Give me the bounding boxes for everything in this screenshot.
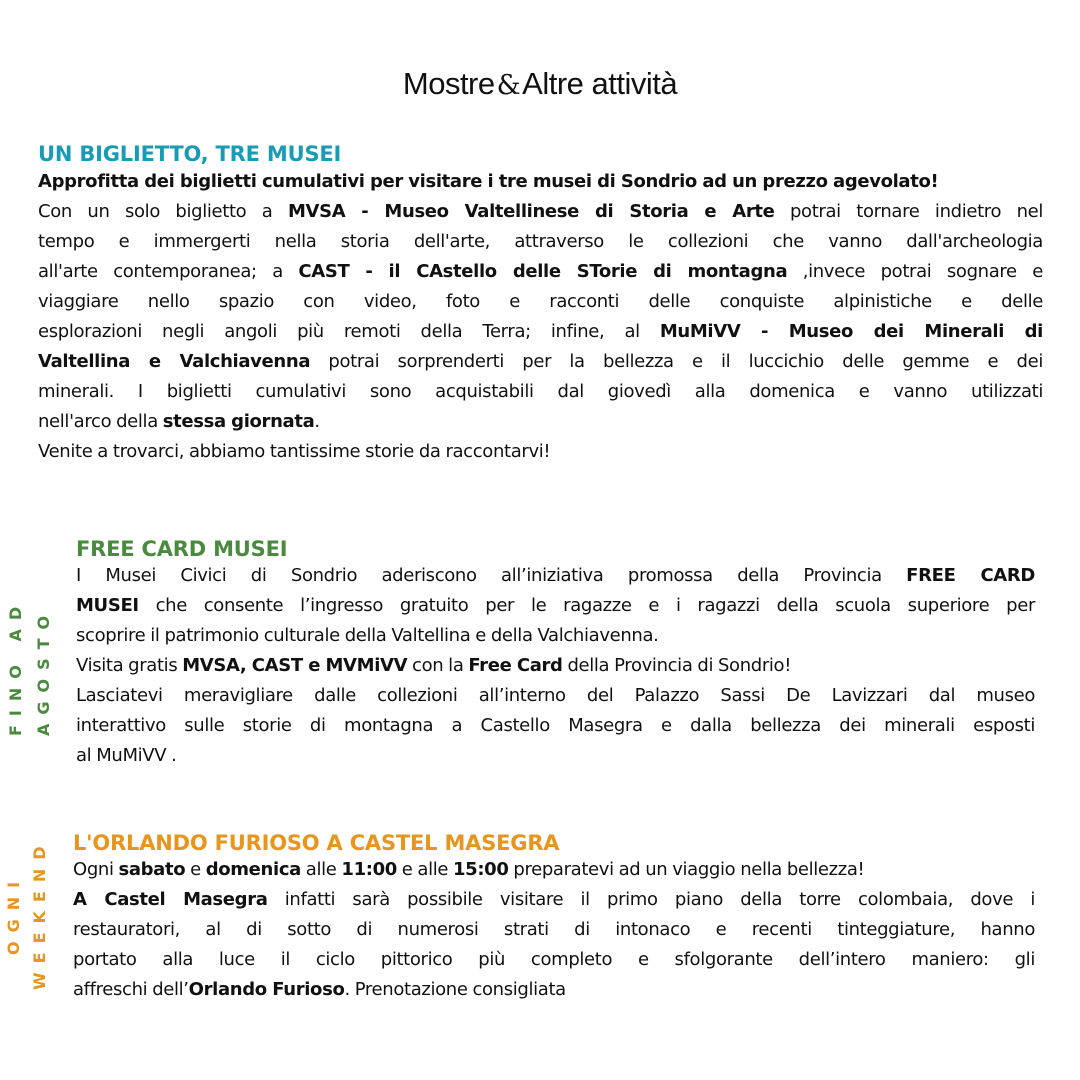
text-span: restauratori, al di sotto di numerosi strati di intonaco e recenti tinteggiature, hanno — [73, 919, 1035, 940]
text-line — [38, 407, 1043, 437]
section-biglietto-heading: UN BIGLIETTO, TRE MUSEI — [38, 142, 342, 166]
text-span: viaggiare nello spazio con video, foto e racconti delle conquiste alpinistiche e delle — [38, 291, 1043, 312]
text-span: Lasciatevi meravigliare dalle collezioni all’interno del Palazzo Sassi De Lavizzari dal museo — [76, 685, 1035, 706]
text-span: al MuMiVV . — [76, 745, 177, 766]
section-biglietto-body — [38, 167, 1043, 467]
text-span: interattivo sulle storie di montagna a Castello Masegra e dalla bellezza dei minerali esposti — [76, 715, 1035, 736]
bold-text: Approfitta dei biglietti cumulativi per visitare i tre musei di Sondrio ad un prezzo agevolato! — [38, 171, 939, 192]
bold-text: domenica — [205, 859, 301, 880]
text-line — [38, 317, 1043, 347]
text-span: minerali. I biglietti cumulativi sono acquistabili dal giovedì alla domenica e vanno utilizzati — [38, 381, 1043, 402]
text-span: potrai sorprenderti per la bellezza e il luccichio delle gemme e dei — [310, 351, 1043, 372]
side-label-ogni: OGNI — [4, 872, 23, 955]
bold-text: A Castel Masegra — [73, 889, 268, 910]
text-span: alle — [300, 859, 342, 880]
text-span: Visita gratis — [76, 655, 183, 676]
text-span: tempo e immergerti nella storia dell'arte, attraverso le collezioni che vanno dall'archeologia — [38, 231, 1043, 252]
text-line — [76, 621, 1035, 651]
text-line — [76, 651, 1035, 681]
side-label-weekend: WEEKEND — [30, 837, 49, 990]
text-line — [73, 855, 1035, 885]
section-free-card-body — [76, 561, 1035, 771]
text-line — [38, 437, 1043, 467]
text-line — [73, 945, 1035, 975]
section-orlando-heading: L'ORLANDO FURIOSO A CASTEL MASEGRA — [73, 831, 560, 855]
bold-text: MUSEI — [76, 595, 139, 616]
bold-text: MVSA, CAST e MVMiVV — [182, 655, 408, 676]
text-span: I Musei Civici di Sondrio aderiscono all’iniziativa promossa della Provincia — [76, 565, 907, 586]
text-span: con la — [407, 655, 469, 676]
bold-text: FREE CARD — [906, 565, 1035, 586]
text-span: affreschi dell’ — [73, 979, 189, 1000]
title-part-1: Mostre — [402, 66, 495, 101]
bold-text: sabato — [118, 859, 186, 880]
title-ampersand: & — [496, 70, 521, 101]
section-free-card — [76, 537, 1035, 771]
text-line — [38, 377, 1043, 407]
title-part-2: Altre attività — [522, 66, 678, 101]
text-line — [76, 711, 1035, 741]
side-label-fino-ad: FINO AD — [6, 597, 25, 736]
bold-text: Free Card — [468, 655, 563, 676]
text-span: che consente l’ingresso gratuito per le ragazze e i ragazzi della scuola superiore per — [138, 595, 1035, 616]
text-span: scoprire il patrimonio culturale della Valtellina e della Valchiavenna. — [76, 625, 659, 646]
bold-text: MuMiVV - Museo dei Minerali di — [659, 321, 1043, 342]
text-span: nell'arco della — [38, 411, 163, 432]
text-span: potrai tornare indietro nel — [774, 201, 1044, 222]
text-span: preparatevi ad un viaggio nella bellezza! — [508, 859, 865, 880]
text-line — [76, 561, 1035, 591]
text-line — [38, 197, 1043, 227]
bold-text: Valtellina e Valchiavenna — [38, 351, 311, 372]
section-orlando-body — [73, 855, 1035, 1005]
text-span: all'arte contemporanea; a — [38, 261, 299, 282]
text-span: della Provincia di Sondrio! — [562, 655, 792, 676]
text-span: . Prenotazione consigliata — [344, 979, 566, 1000]
bold-text: Orlando Furioso — [188, 979, 345, 1000]
text-span: Venite a trovarci, abbiamo tantissime storie da raccontarvi! — [38, 441, 551, 462]
text-line — [38, 167, 1043, 197]
text-line — [76, 591, 1035, 621]
text-line — [73, 885, 1035, 915]
text-span: esplorazioni negli angoli più remoti della Terra; infine, al — [38, 321, 660, 342]
side-label-agosto: AGOSTO — [34, 606, 53, 736]
text-span: Ogni — [73, 859, 119, 880]
text-line — [38, 227, 1043, 257]
section-orlando — [73, 831, 1035, 1005]
bold-text: CAST - il CAstello delle STorie di montagna — [298, 261, 788, 282]
text-line — [38, 287, 1043, 317]
section-biglietto — [38, 142, 1043, 467]
section-free-card-heading: FREE CARD MUSEI — [76, 537, 288, 561]
text-span: . — [314, 411, 320, 432]
text-line — [38, 347, 1043, 377]
text-span: infatti sarà possibile visitare il primo piano della torre colombaia, dove i — [267, 889, 1035, 910]
bold-text: MVSA - Museo Valtellinese di Storia e Arte — [287, 201, 775, 222]
bold-text: stessa giornata — [162, 411, 315, 432]
bold-text: 11:00 — [341, 859, 397, 880]
text-line — [73, 915, 1035, 945]
text-span: e — [185, 859, 206, 880]
text-span: e alle — [396, 859, 453, 880]
bold-text: 15:00 — [452, 859, 509, 880]
page-title — [0, 66, 1080, 102]
text-span: portato alla luce il ciclo pittorico più completo e sfolgorante dell’intero maniero: gli — [73, 949, 1035, 970]
text-line — [73, 975, 1035, 1005]
text-line — [38, 257, 1043, 287]
text-line — [76, 741, 1035, 771]
text-line — [76, 681, 1035, 711]
text-span: Con un solo biglietto a — [38, 201, 288, 222]
text-span: ,invece potrai sognare e — [787, 261, 1043, 282]
